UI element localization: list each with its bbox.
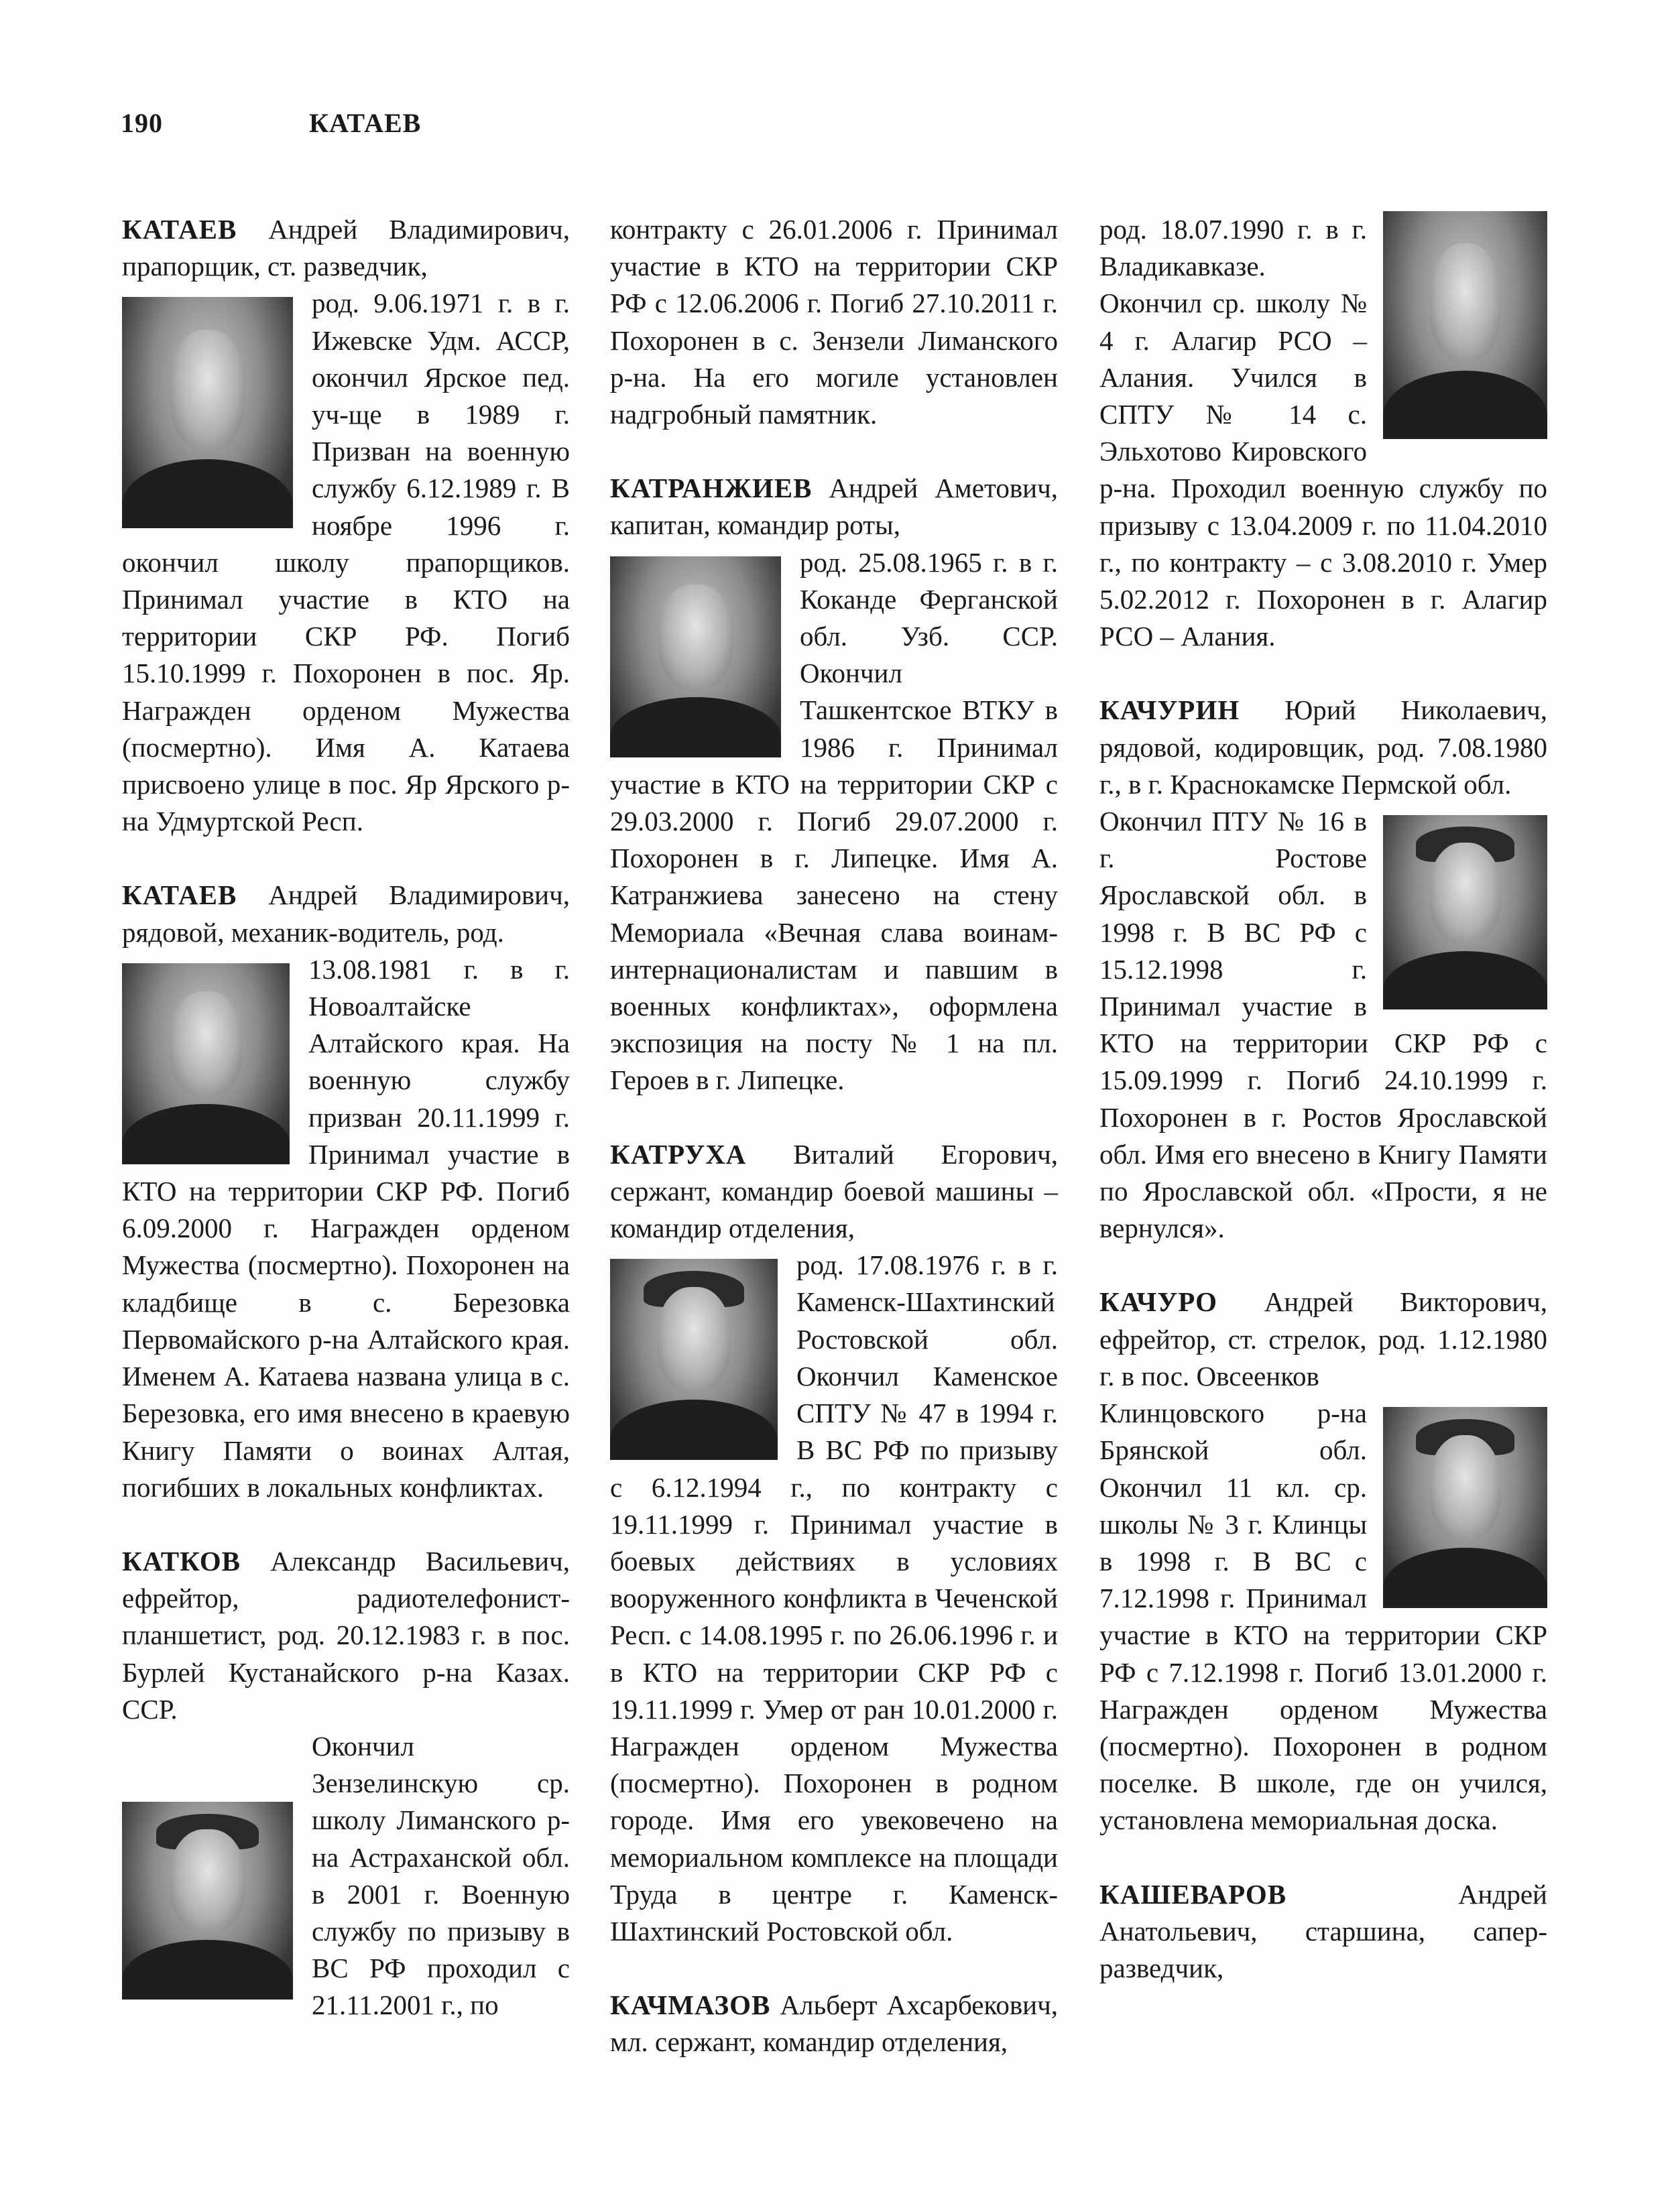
entry-katrukha bbox=[610, 1136, 1058, 1950]
entry-text bbox=[122, 877, 570, 950]
page-header bbox=[121, 107, 421, 139]
entry-surname: КАЧУРО bbox=[1099, 1286, 1217, 1318]
entry-intro: Андрей Викторович, ефрейтор, ст. стрелок, род. 1.12.1980 г. в пос. Овсеенков bbox=[1099, 1286, 1547, 1392]
portrait-photo bbox=[122, 963, 290, 1164]
portrait-photo bbox=[1383, 1407, 1547, 1608]
entry-kachmazov bbox=[610, 1987, 1058, 2061]
entry-text bbox=[1099, 692, 1547, 803]
entry-katkov bbox=[122, 1543, 570, 2024]
column-1 bbox=[122, 211, 570, 2061]
entry-text bbox=[610, 470, 1058, 544]
entry-surname: КАШЕВАРОВ bbox=[1099, 1878, 1287, 1910]
portrait-photo bbox=[1383, 211, 1547, 439]
entry-text bbox=[1099, 1876, 1547, 1987]
entry-surname: КАТРАНЖИЕВ bbox=[610, 473, 813, 504]
portrait-photo bbox=[1383, 815, 1547, 1009]
entry-text bbox=[610, 1136, 1058, 1247]
entry-text bbox=[122, 211, 570, 285]
portrait-photo bbox=[122, 297, 293, 528]
entry-text bbox=[122, 1543, 570, 1728]
entry-text: контракту с 26.01.2006 г. Принимал участие в КТО на территории СКР РФ с 12.06.2006 г. Погиб 27.10.2011 г. Похоронен в с. Зензели Лиманского р-на. На его могиле установлен надгробный памятник. bbox=[610, 214, 1058, 430]
entry-intro: Виталий Егорович, сержант, командир боевой машины – командир отделения, bbox=[610, 1138, 1058, 1244]
entry-body: род. 18.07.1990 г. в г. Владикавказе. Окончил ср. школу № 4 г. Алагир РСО – Алания. Учился в СПТУ № 14 с. Эльхотово Кировского р-на. Проходил военную службу по призыву с 13.04.2009 г. по 11.04.2010 г., по контракту – с 3.08.2010 г. Умер 5.02.2012 г. Похоронен в г. Алагир РСО – Алания. bbox=[1099, 214, 1547, 652]
entry-body: род. 9.06.1971 г. в г. Ижевске Удм. АССР, окончил Ярское пед. уч-ще в 1989 г. Призван на военную службу 6.12.1989 г. В ноябре 1996 г. окончил школу прапорщиков. Принимал участие в КТО на территории СКР РФ. Погиб 15.10.1999 г. Похоронен в пос. Яр. Награжден орденом Мужества (посмертно). Имя А. Катаева присвоено улице в пос. Яр Ярского р-на Удмуртской Респ. bbox=[122, 288, 570, 837]
page-number: 190 bbox=[121, 108, 163, 138]
portrait-photo bbox=[122, 1802, 293, 2000]
entry-text bbox=[1099, 1284, 1547, 1395]
entry-body: Клинцовского р-на Брянской обл. Окончил 11 кл. ср. школы № 3 г. Клинцы в 1998 г. В ВС с 7.12.1998 г. Принимал участие в КТО на территории СКР РФ с 7.12.1998 г. Погиб 13.01.2000 г. Награжден орденом Мужества (посмертно). Похоронен в родном поселке. В школе, где он учился, установлена мемориальная доска. bbox=[1099, 1398, 1547, 1836]
entry-surname: КАТАЕВ bbox=[122, 879, 237, 911]
column-2 bbox=[610, 211, 1058, 2098]
portrait-photo bbox=[610, 1259, 778, 1460]
entry-katkov-continued bbox=[610, 211, 1058, 433]
entry-intro: Андрей Аметович, капитан, командир роты, bbox=[610, 473, 1058, 541]
running-title: КАТАЕВ bbox=[309, 108, 422, 138]
entry-intro: Андрей Анатольевич, старшина, сапер-разведчик, bbox=[1099, 1878, 1547, 1983]
entry-intro: Юрий Николаевич, рядовой, кодировщик, род. 7.08.1980 г., в г. Краснокамске Пермской обл. bbox=[1099, 694, 1547, 800]
entry-intro: Андрей Владимирович, рядовой, механик-водитель, род. bbox=[122, 879, 570, 948]
entry-body: род. 17.08.1976 г. в г. Каменск-Шахтинский Ростовской обл. Окончил Каменское СПТУ № 47 в 1994 г. В ВС РФ по призыву с 6.12.1994 г., по контракту с 19.11.1999 г. Принимал участие в боевых действиях в условиях вооруженного конфликта в Чеченской Респ. с 14.08.1995 г. по 26.06.1996 г. и в КТО на территории СКР РФ с 19.11.1999 г. Умер от ран 10.01.2000 г. Награжден орденом Мужества (посмертно). Похоронен в родном городе. Имя его увековечено на мемориальном комплексе на площади Труда в центре г. Каменск-Шахтинский Ростовской обл. bbox=[610, 1249, 1058, 1947]
entry-body: Окончил ПТУ № 16 в г. Ростове Ярославской обл. в 1998 г. В ВС РФ с 15.12.1998 г. Принимал участие в КТО на территории СКР РФ с 15.09.1999 г. Погиб 24.10.1999 г. Похоронен в г. Ростов Ярославской обл. Имя его внесено в Книгу Памяти по Ярославской обл. «Прости, я не вернулся». bbox=[1099, 806, 1547, 1244]
entry-kachmazov-continued bbox=[1099, 211, 1547, 655]
entry-kachurin bbox=[1099, 692, 1547, 1247]
entry-surname: КАТКОВ bbox=[122, 1545, 241, 1577]
entry-body: 13.08.1981 г. в г. Новоалтайске Алтайского края. На военную службу призван 20.11.1999 г. Принимал участие в КТО на территории СКР РФ. Погиб 6.09.2000 г. Награжден орденом Мужества (посмертно). Похоронен на кладбище в с. Березовка Первомайского р-на Алтайского края. Именем А. Катаева названа улица в с. Березовка, его имя внесено в краевую Книгу Памяти о воинах Алтая, погибших в локальных конфликтах. bbox=[122, 953, 570, 1503]
entry-text bbox=[610, 1987, 1058, 2061]
entry-kachuro bbox=[1099, 1284, 1547, 1839]
entry-katranzhiev bbox=[610, 470, 1058, 1099]
entry-intro: Андрей Владимирович, прапорщик, ст. разведчик, bbox=[122, 214, 570, 282]
entry-surname: КАТРУХА bbox=[610, 1138, 747, 1170]
entry-intro: Александр Васильевич, ефрейтор, радиотелефонист-планшетист, род. 20.12.1983 г. в пос. Бурлей Кустанайского р-на Казах. ССР. bbox=[122, 1545, 570, 1725]
entry-kataev-2 bbox=[122, 877, 570, 1506]
column-3 bbox=[1099, 211, 1547, 2024]
entry-body: род. 25.08.1965 г. в г. Коканде Ферганской обл. Узб. ССР. Окончил Ташкентское ВТКУ в 1986 г. Принимал участие в КТО на территории СКР с 29.03.2000 г. Погиб 29.07.2000 г. Похоронен в г. Липецке. Имя А. Катранжиева занесено на стену Мемориала «Вечная слава воинам-интернационалистам и павшим в военных конфликтах», оформлена экспозиция на посту № 1 на пл. Героев в г. Липецке. bbox=[610, 546, 1058, 1096]
entry-surname: КАЧУРИН bbox=[1099, 694, 1240, 726]
entry-kataev-1 bbox=[122, 211, 570, 840]
entry-kashevarov bbox=[1099, 1876, 1547, 1987]
portrait-photo bbox=[610, 556, 781, 757]
entry-intro: Альберт Ахсарбекович, мл. сержант, командир отделения, bbox=[610, 1989, 1058, 2058]
entry-body: Окончил Зензелинскую ср. школу Лиманского р-на Астраханской обл. в 2001 г. Военную службу по призыву в ВС РФ проходил с 21.11.2001 г., по bbox=[312, 1730, 570, 2021]
entry-surname: КАЧМАЗОВ bbox=[610, 1989, 771, 2021]
entry-surname: КАТАЕВ bbox=[122, 214, 237, 245]
